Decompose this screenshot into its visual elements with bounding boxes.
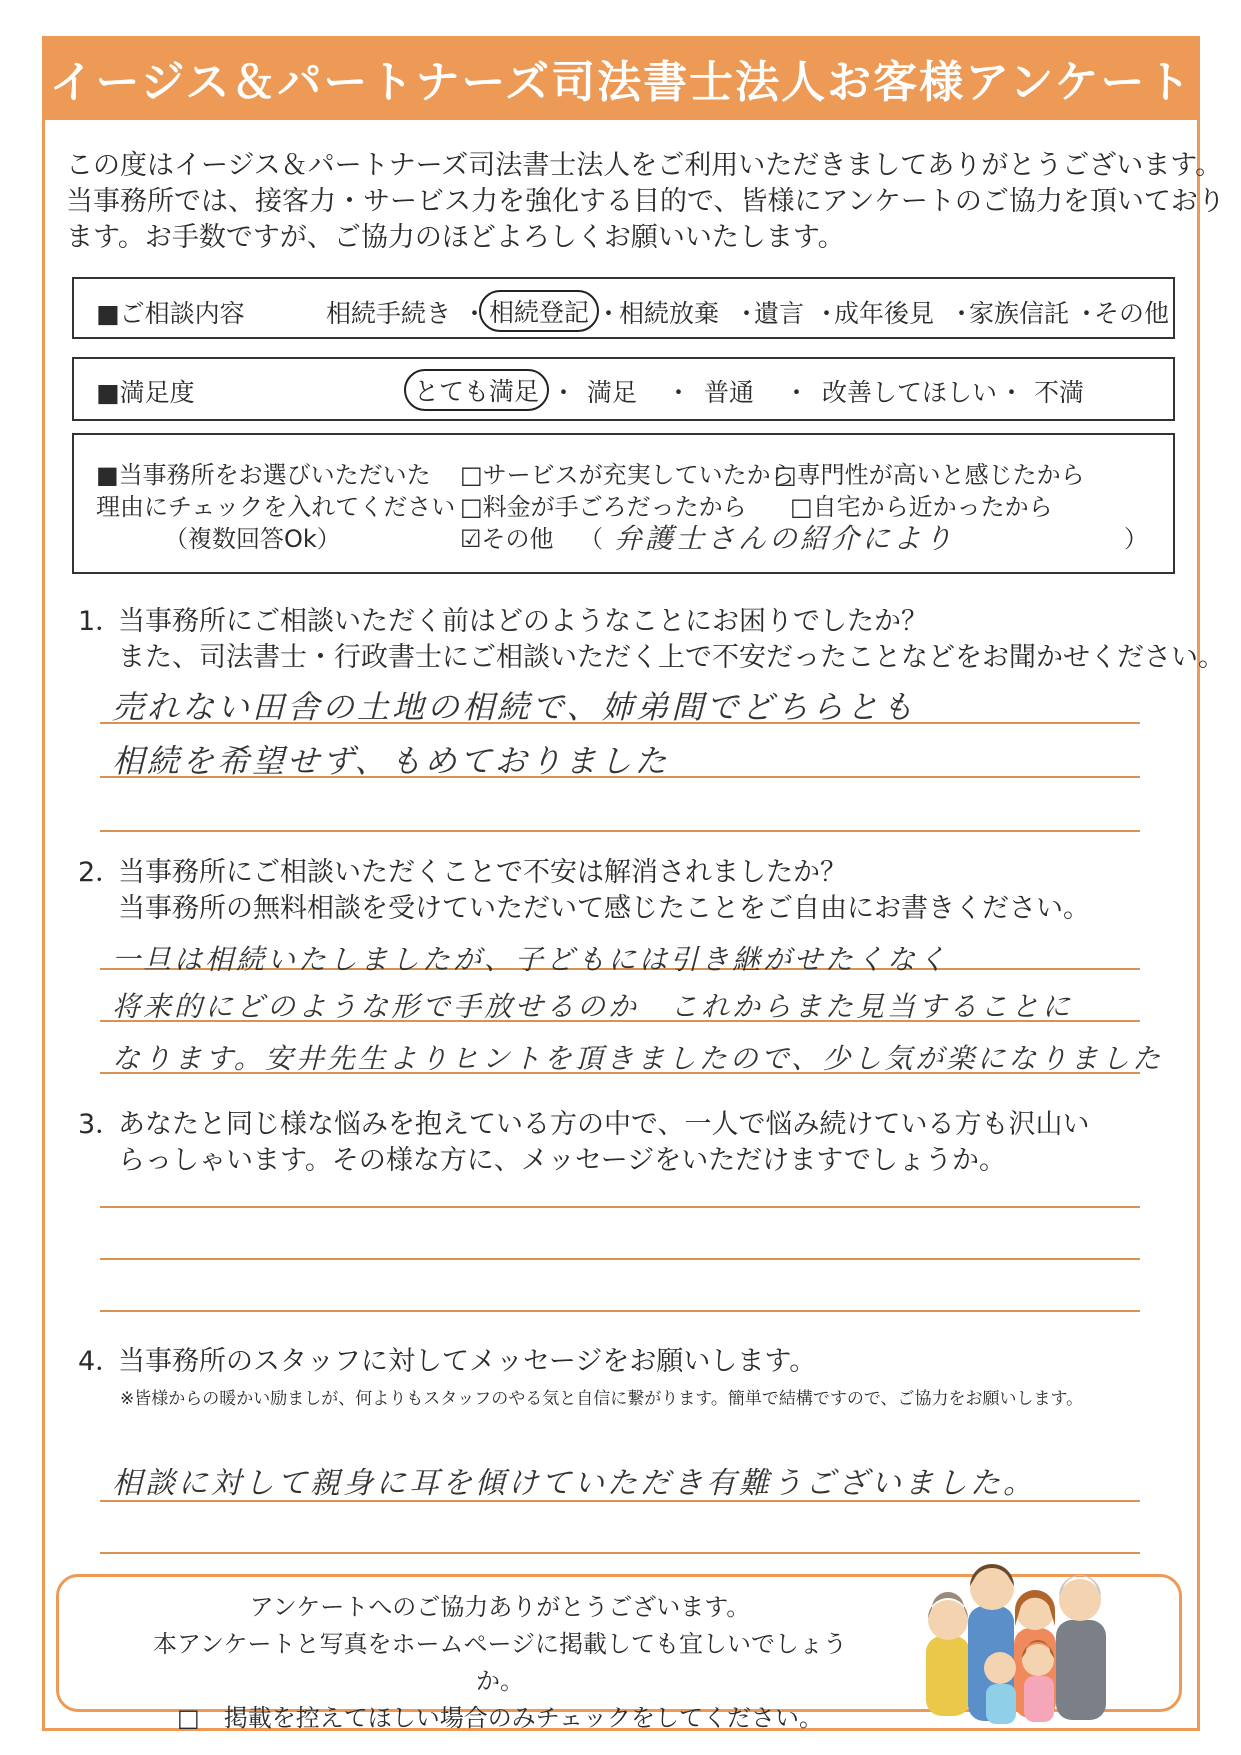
answer-2-line: 一旦は相続いたしましたが、子どもには引き継がせたくなく [112, 943, 950, 976]
separator: ・ [734, 299, 760, 328]
consultation-box [72, 277, 1175, 339]
question-2 [78, 855, 1090, 927]
footer-text [150, 1589, 850, 1737]
checkbox-expertise[interactable]: □専門性が高いと感じたから [774, 461, 1085, 489]
intro-line: 当事務所では、接客力・サービス力を強化する目的で、皆様にアンケートのご協力を頂いており [66, 186, 1225, 217]
question-text: らっしゃいます。その様な方に、メッセージをいただけますでしょうか。 [118, 1145, 1007, 1176]
option-will[interactable]: 遺言 [754, 299, 805, 328]
question-1 [78, 604, 1225, 676]
question-text: 当事務所の無料相談を受けていただいて感じたことをご自由にお書きください。 [118, 893, 1090, 924]
answer-line [100, 830, 1140, 832]
answer-4-line: 相談に対して親身に耳を傾けていただき有難うございました。 [112, 1466, 1036, 1501]
question-number: 3． [78, 1109, 123, 1140]
question-text: 当事務所のスタッフに対してメッセージをお願いします。 [118, 1346, 817, 1377]
option-satisfied[interactable]: 満足 [587, 378, 638, 407]
reasons-label-line: ■当事務所をお選びいただいた [96, 461, 431, 489]
checkbox-other-checked[interactable]: ☑その他 [460, 525, 554, 553]
option-inheritance-renunciation[interactable]: 相続放棄 [619, 299, 720, 328]
question-number: 2． [78, 857, 123, 888]
grandmother-figure [926, 1592, 970, 1716]
separator: ・ [949, 299, 975, 328]
survey-title: イージス＆パートナーズ司法書士法人お客様アンケート [42, 36, 1200, 120]
answer-1-line: 相続を希望せず、もめておりました [112, 742, 670, 780]
answer-line [100, 1310, 1140, 1312]
option-adult-guardianship[interactable]: 成年後見 [834, 299, 935, 328]
question-4 [78, 1344, 816, 1380]
other-paren-close: ） [1124, 525, 1148, 553]
reasons-label-line: 理由にチェックを入れてください [96, 493, 456, 521]
separator: ・ [596, 299, 622, 328]
consultation-label: ■ご相談内容 [96, 299, 245, 328]
separator: ・ [1074, 299, 1100, 328]
checkbox-service[interactable]: □サービスが充実していたから [460, 461, 795, 489]
answer-line [100, 1552, 1140, 1554]
question-text: 当事務所にご相談いただくことで不安は解消されましたか？ [118, 857, 847, 888]
question-4-note: ※皆様からの暖かい励ましが、何よりもスタッフのやる気と自信に繋がります。簡単で結構ですので、ご協力をお願いします。 [120, 1389, 1084, 1409]
question-text: あなたと同じ様な悩みを抱えている方の中で、一人で悩み続けている方も沢山い [118, 1109, 1090, 1140]
checkbox-near-home[interactable]: □自宅から近かったから [790, 493, 1053, 521]
question-number: 1． [78, 606, 123, 637]
separator: ・ [999, 378, 1025, 407]
footer-line: アンケートへのご協力ありがとうございます。 [249, 1593, 751, 1621]
separator: ・ [666, 378, 692, 407]
option-normal[interactable]: 普通 [704, 378, 755, 407]
intro-line: この度はイージス＆パートナーズ司法書士法人をご利用いただきましてありがとうございます。 [66, 150, 1223, 181]
option-want-improvement[interactable]: 改善してほしい [822, 378, 998, 407]
answer-1-line: 売れない田舎の土地の相続で、姉弟間でどちらとも [112, 688, 917, 726]
answer-line [100, 1258, 1140, 1260]
other-paren-open: （ [579, 525, 603, 553]
answer-2-line: なります。安井先生よりヒントを頂きましたので、少し気が楽になりました [112, 1042, 1164, 1075]
question-text: また、司法書士・行政書士にご相談いただく上で不安だったことなどをお聞かせください。 [118, 642, 1225, 673]
option-inheritance-procedure[interactable]: 相続手続き [326, 299, 452, 328]
publish-opt-out-checkbox[interactable]: □ 掲載を控えてほしい場合のみチェックをしてください。 [177, 1704, 823, 1732]
option-dissatisfied[interactable]: 不満 [1034, 378, 1085, 407]
intro-text [66, 148, 1225, 256]
reasons-label-line: （複数回答Ok） [164, 525, 341, 553]
option-inheritance-registration-selected[interactable]: 相続登記 [479, 290, 599, 332]
separator: ・ [814, 299, 840, 328]
reasons-box [72, 433, 1175, 574]
checkbox-fee[interactable]: □料金が手ごろだったから [460, 493, 747, 521]
answer-2-line: 将来的にどのような形で手放せるのか これからまた見当することに [112, 990, 1074, 1023]
grandfather-figure [1056, 1575, 1106, 1720]
answer-line [100, 1206, 1140, 1208]
family-illustration [920, 1556, 1120, 1726]
satisfaction-box [72, 357, 1175, 421]
intro-line: ます。お手数ですが、ご協力のほどよろしくお願いいたします。 [66, 222, 845, 253]
footer-line: 本アンケートと写真をホームページに掲載しても宜しいでしょうか。 [152, 1630, 848, 1695]
question-number: 4． [78, 1346, 123, 1377]
separator: ・ [462, 299, 488, 328]
option-other[interactable]: その他 [1094, 299, 1170, 328]
other-reason-handwritten: 弁護士さんの紹介により [614, 522, 956, 555]
satisfaction-label: ■満足度 [96, 378, 195, 407]
option-family-trust[interactable]: 家族信託 [969, 299, 1070, 328]
option-very-satisfied-selected[interactable]: とても満足 [404, 369, 549, 411]
separator: ・ [551, 378, 577, 407]
question-text: 当事務所にご相談いただく前はどのようなことにお困りでしたか？ [118, 606, 928, 637]
separator: ・ [784, 378, 810, 407]
question-3 [78, 1107, 1089, 1179]
